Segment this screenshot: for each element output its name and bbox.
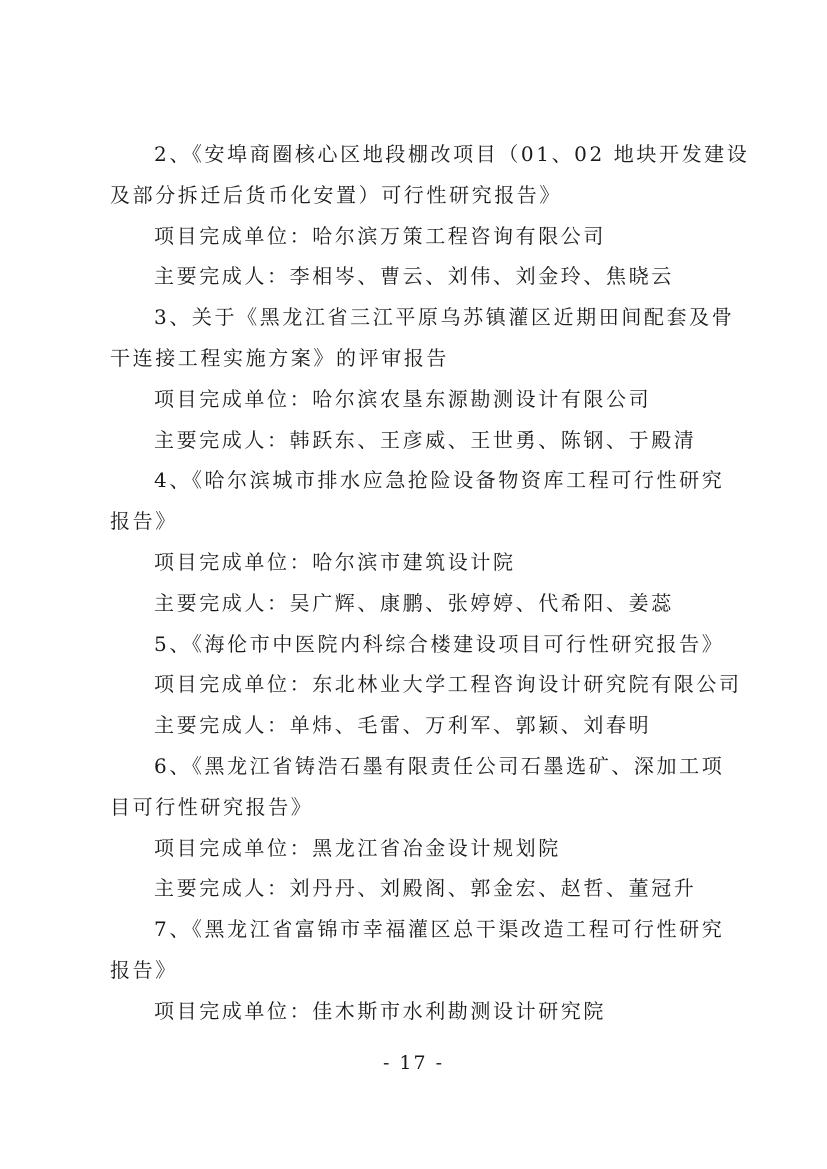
- text-line: 及部分拆迁后货币化安置）可行性研究报告》: [110, 182, 562, 207]
- text-line: 报告》: [110, 957, 178, 982]
- text-line: 主要完成人：单炜、毛雷、万利军、郭颖、刘春明: [154, 713, 652, 738]
- text-line: 主要完成人：吴广辉、康鹏、张婷婷、代希阳、姜蕊: [154, 590, 674, 615]
- text-line: 干连接工程实施方案》的评审报告: [110, 345, 449, 370]
- text-line: 项目完成单位：佳木斯市水利勘测设计研究院: [154, 998, 606, 1023]
- text-line: 项目完成单位：哈尔滨市建筑设计院: [154, 549, 516, 574]
- text-line: 7、《黑龙江省富锦市幸福灌区总干渠改造工程可行性研究: [154, 917, 725, 942]
- text-line: 项目完成单位：哈尔滨万策工程咨询有限公司: [154, 223, 606, 248]
- text-line: 3、关于《黑龙江省三江平原乌苏镇灌区近期田间配套及骨: [154, 305, 735, 330]
- text-line: 6、《黑龙江省铸浩石墨有限责任公司石墨选矿、深加工项: [154, 753, 725, 778]
- text-line: 项目完成单位：黑龙江省冶金设计规划院: [154, 835, 561, 860]
- text-line: 主要完成人：李相岑、曹云、刘伟、刘金玲、焦晓云: [154, 264, 674, 289]
- text-line: 2、《安埠商圈核心区地段棚改项目（01、02 地块开发建设: [154, 142, 750, 166]
- page-number: - 17 -: [382, 1052, 445, 1074]
- text-line: 主要完成人：刘丹丹、刘殿阁、郭金宏、赵哲、董冠升: [154, 876, 697, 901]
- text-line: 项目完成单位：哈尔滨农垦东源勘测设计有限公司: [154, 386, 652, 411]
- text-line: 项目完成单位：东北林业大学工程咨询设计研究院有限公司: [154, 672, 742, 697]
- text-line: 5、《海伦市中医院内科综合楼建设项目可行性研究报告》: [154, 631, 725, 656]
- text-line: 4、《哈尔滨城市排水应急抢险设备物资库工程可行性研究: [154, 468, 725, 493]
- text-line: 主要完成人：韩跃东、王彦威、王世勇、陈钢、于殿清: [154, 427, 697, 452]
- document-body: [110, 134, 750, 1032]
- text-line: 目可行性研究报告》: [110, 794, 314, 819]
- text-line: 报告》: [110, 509, 178, 534]
